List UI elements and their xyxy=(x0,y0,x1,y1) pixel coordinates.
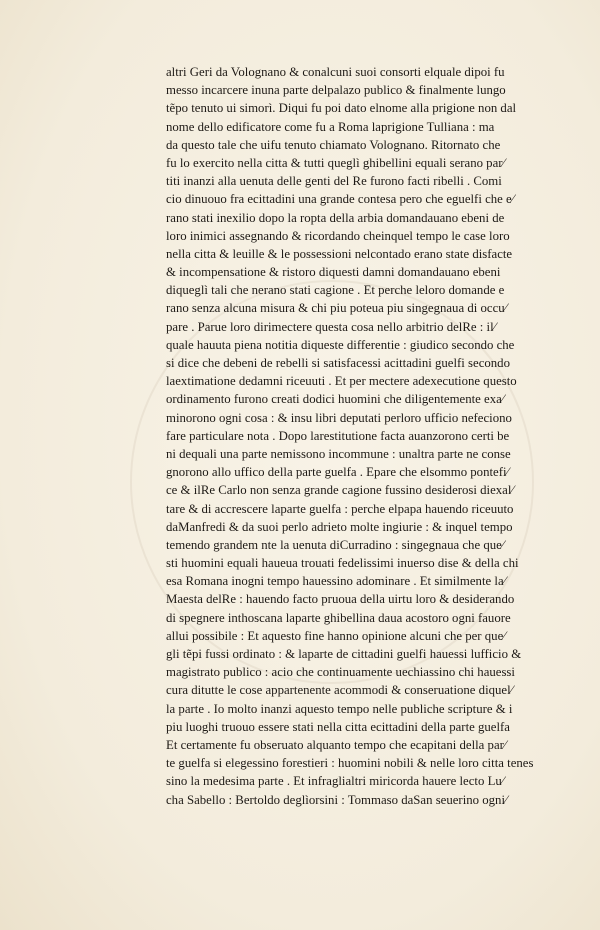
text-line: tare & di accrescere laparte guelfa : perche elpapa hauendo riceuuto xyxy=(166,501,514,516)
text-line: la parte . Io molto inanzi aquesto tempo nelle publiche scripture & i xyxy=(166,701,513,716)
text-line: laextimatione dedamni riceuuti . Et per mectere adexecutione questo xyxy=(166,374,517,389)
text-line: sino la medesima parte . Et infraglialtri miricorda hauere lecto Lu⁄ xyxy=(166,774,504,789)
text-line: allui possibile : Et aquesto fine hanno opinione alcuni che per que⁄ xyxy=(166,628,506,643)
text-line: cha Sabello : Bertoldo deglìorsini : Tommaso daSan seuerino ogni⁄ xyxy=(166,792,508,807)
text-line: loro inimici assegnando & ricordando cheinquel tempo le case loro xyxy=(166,228,510,243)
text-line: & incompensatione & ristoro diquesti damni domandauano ebeni xyxy=(166,265,501,280)
text-line: Maesta delRe : hauendo facto pruoua della uirtu loro & desiderando xyxy=(166,592,515,607)
text-line: cura ditutte le cose appartenente acommodi & conseruatione diquel⁄ xyxy=(166,683,513,698)
text-line: rano stati inexilio dopo la ropta della arbia domandauano ebeni de xyxy=(166,210,505,225)
text-line: fu lo exercito nella citta & tutti queglì ghibellini equali serano par⁄ xyxy=(166,155,505,170)
text-line: piu luoghi truouo essere stati nella citta ecittadini della parte guelfa xyxy=(166,719,510,734)
text-line: ordinamento furono creati dodici huomini che diligentemente exa⁄ xyxy=(166,392,504,407)
text-line: rano senza alcuna misura & chi piu poteua piu singegnaua di occu⁄ xyxy=(166,301,507,316)
text-line: temendo grandem nte la uenuta diCurradino : singegnaua che que⁄ xyxy=(166,537,504,552)
text-line: di spegnere inthoscana laparte ghibellina daua acostoro ogni fauore xyxy=(166,610,511,625)
text-line: nome dello edificatore come fu a Roma laprigione Tulliana : ma xyxy=(166,119,495,134)
text-line: fare particulare nota . Dopo larestitutione facta auanzorono certi be xyxy=(166,428,510,443)
text-line: gli tẽpi fussi ordinato : & laparte de cittadini guelfi hauessi lufficio & xyxy=(166,647,522,661)
text-line: pare . Parue loro dirimectere questa cosa nello arbitrio delRe : il⁄ xyxy=(166,319,496,334)
text-block xyxy=(166,63,598,809)
text-line: altri Geri da Volognano & conalcuni suoi consorti elquale dipoi fu xyxy=(166,65,505,79)
text-line: minorono ogni cosa : & insu libri deputati perloro ufficio nefeciono xyxy=(166,410,512,425)
text-line: sti huomini equali haueua trouati fedelissimi inuerso dise & della chi xyxy=(166,556,519,571)
text-line: titi inanzi alla uenuta delle genti del Re furono facti ribelli . Comi xyxy=(166,174,502,189)
text-line: diqueglì tali che nerano stati cagione . Et perche leloro domande e xyxy=(166,283,505,298)
text-line: gnorono allo uffico della parte guelfa . Epare che elsommo pontefi⁄ xyxy=(166,465,509,480)
text-line: quale hauuta piena notitia diqueste differentie : giudico secondo che xyxy=(166,337,515,352)
text-line: ni dequali una parte nemissono incommune : unaltra parte ne conse xyxy=(166,446,511,461)
text-line: ce & ilRe Carlo non senza grande cagione fussino desiderosi diexal⁄ xyxy=(166,483,514,498)
text-line: esa Romana inogni tempo hauessino adominare . Et similmente la⁄ xyxy=(166,574,506,589)
text-line: te guelfa si elegessino forestieri : huomini nobili & nelle loro citta tenes xyxy=(166,756,534,771)
text-line: magistrato publico : acio che continuamente uechiassino chi hauessi xyxy=(166,665,515,680)
text-line: messo incarcere inuna parte delpalazo publico & finalmente lungo xyxy=(166,83,506,98)
text-line: cio dinuouo fra ecittadini una grande contesa pero che eguelfi che e⁄ xyxy=(166,192,514,207)
text-line: si dice che debeni de rebelli si satisfacessi acittadini guelfi secondo xyxy=(166,356,510,370)
text-line: da questo tale che uifu tenuto chiamato Volognano. Ritornato che xyxy=(166,137,501,152)
text-line: nella citta & leuille & le possessioni nelcontado erano state disfacte xyxy=(166,246,513,261)
text-line: tẽpo tenuto ui simorì. Diqui fu poi dato elnome alla prigione non dal xyxy=(166,101,517,116)
text-line: daManfredi & da suoi perlo adrieto molte ingiurie : & inquel tempo xyxy=(166,519,513,534)
text-line: Et certamente fu obseruato alquanto tempo che ecapitani della par⁄ xyxy=(166,737,507,752)
